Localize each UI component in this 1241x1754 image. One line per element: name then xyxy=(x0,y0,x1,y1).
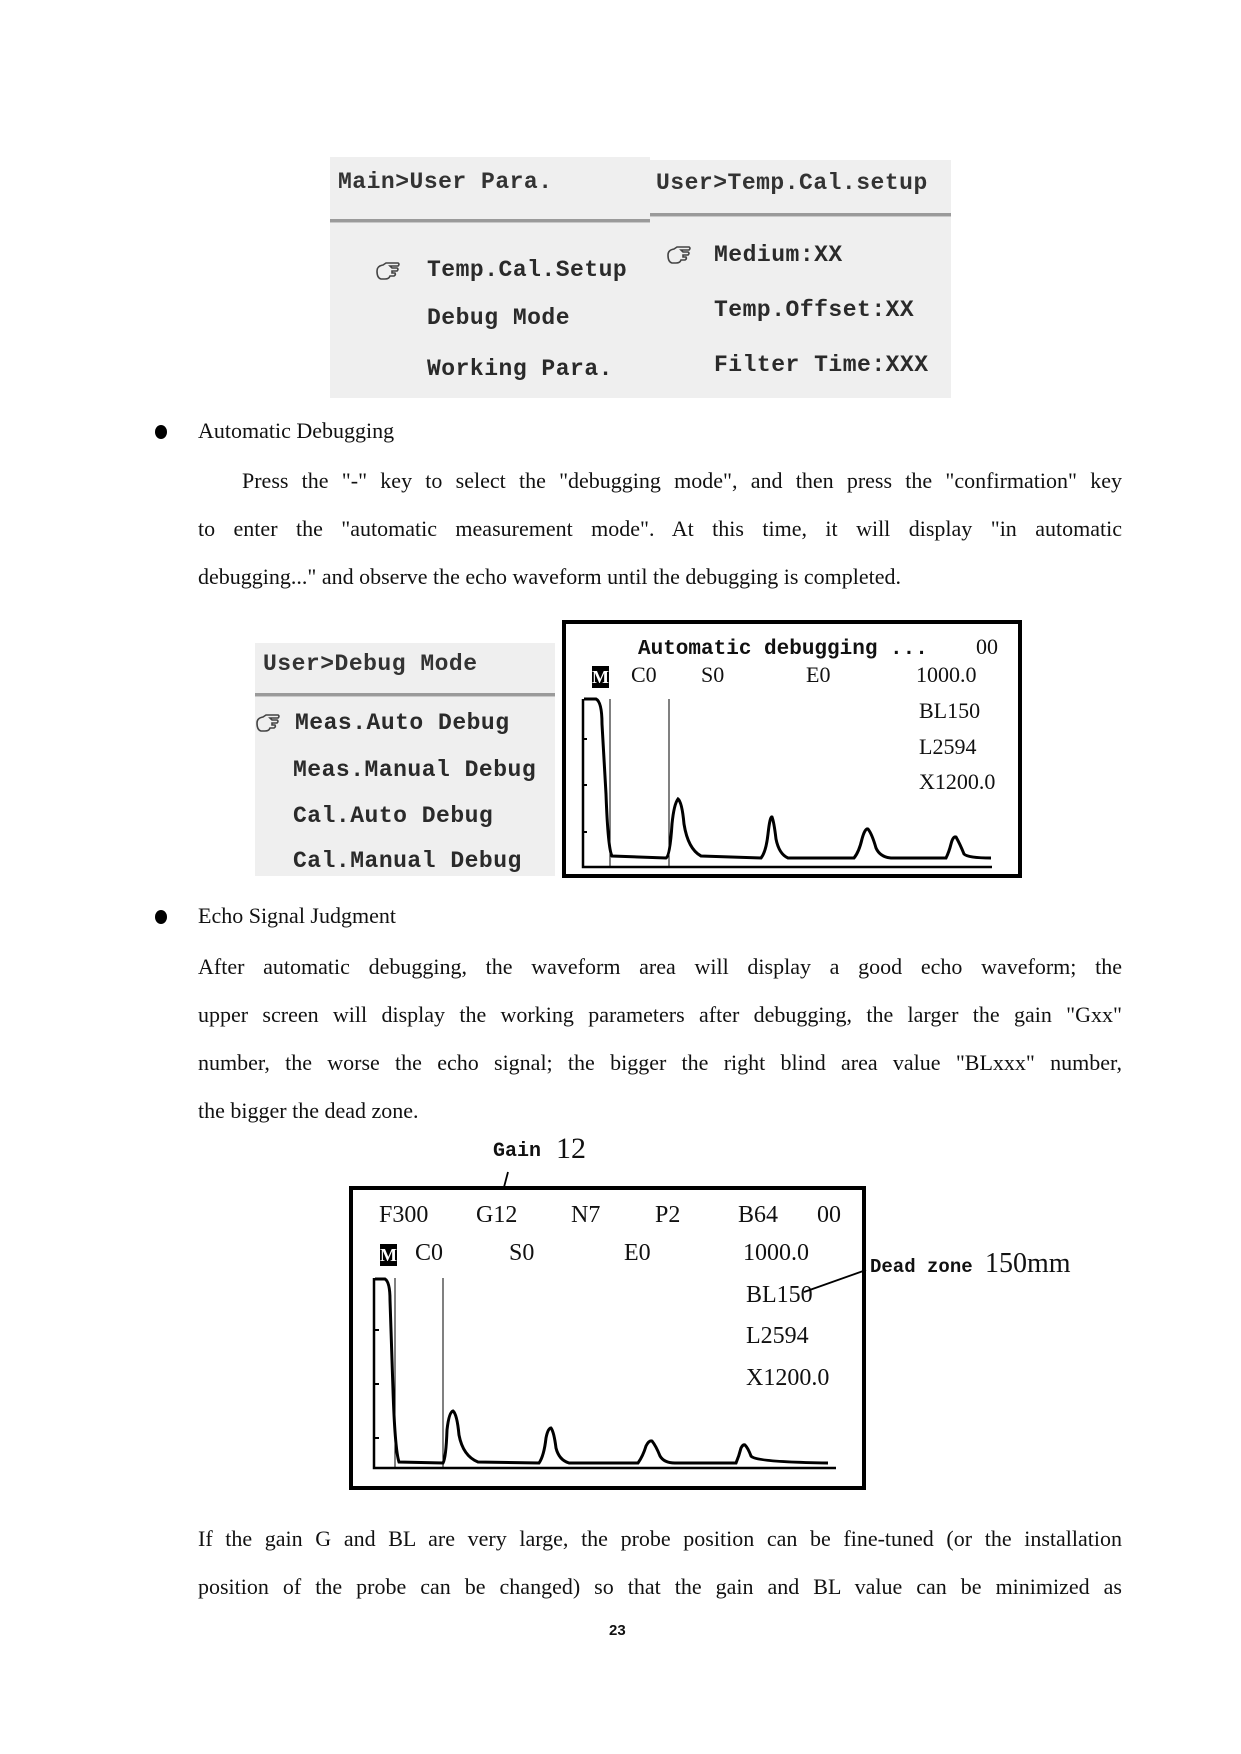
waveform-display-result xyxy=(349,1186,866,1490)
menu-item-medium[interactable]: Medium:XX xyxy=(714,242,843,268)
paragraph-line: the bigger the dead zone. xyxy=(198,1098,419,1123)
blind-area-value: BL150 xyxy=(746,1282,813,1308)
param-frequency: F300 xyxy=(379,1202,429,1228)
gain-annotation-value: 12 xyxy=(556,1132,586,1165)
param-n: N7 xyxy=(571,1202,601,1228)
menu-title: User>Temp.Cal.setup xyxy=(656,170,928,196)
menu-divider xyxy=(255,693,555,697)
marker-e: E0 xyxy=(806,662,831,687)
pointing-hand-icon xyxy=(255,713,281,733)
x-value: X1200.0 xyxy=(746,1365,830,1391)
mode-badge: M xyxy=(592,667,609,687)
menu-divider xyxy=(650,213,951,217)
range-value: 1000.0 xyxy=(916,662,977,687)
section-heading-auto-debug: Automatic Debugging xyxy=(198,418,395,443)
status-text: Automatic debugging ... xyxy=(638,638,928,661)
paragraph-line: to enter the "automatic measurement mode". At this time, it will display "in automatic xyxy=(198,516,1122,541)
mode-badge: M xyxy=(380,1245,397,1265)
menu-item-cal-manual-debug[interactable]: Cal.Manual Debug xyxy=(293,848,522,874)
marker-c: C0 xyxy=(415,1240,444,1266)
marker-s: S0 xyxy=(701,662,725,687)
param-b: B64 xyxy=(738,1202,779,1228)
menu-item-cal-auto-debug[interactable]: Cal.Auto Debug xyxy=(293,803,494,829)
menu-item-filter-time[interactable]: Filter Time:XXX xyxy=(714,352,929,378)
pointing-hand-icon xyxy=(375,261,401,281)
bullet-icon xyxy=(155,910,167,924)
param-code: 00 xyxy=(817,1202,841,1228)
paragraph-line: upper screen will display the working parameters after debugging, the larger the gain "Gxx" xyxy=(198,1002,1122,1027)
bullet-icon xyxy=(155,425,167,439)
closing-paragraph xyxy=(198,1515,1122,1611)
auto-debug-paragraph xyxy=(198,457,1122,601)
menu-divider xyxy=(330,219,650,223)
menu-item-debug-mode[interactable]: Debug Mode xyxy=(427,305,571,331)
x-value: X1200.0 xyxy=(919,769,996,794)
menu-title: Main>User Para. xyxy=(338,169,553,195)
menu-temp-cal-setup xyxy=(650,160,951,398)
param-p: P2 xyxy=(655,1202,681,1228)
dead-zone-annotation-label: Dead zone xyxy=(870,1256,973,1278)
paragraph-line: Press the "-" key to select the "debugging mode", and then press the "confirmation" key xyxy=(242,468,1122,493)
menu-title: User>Debug Mode xyxy=(263,651,478,677)
paragraph-line: number, the worse the echo signal; the bigger the right blind area value "BLxxx" number, xyxy=(198,1050,1122,1075)
paragraph-line: If the gain G and BL are very large, the probe position can be fine-tuned (or the installation xyxy=(198,1526,1122,1551)
section-heading-echo-judgment: Echo Signal Judgment xyxy=(198,903,396,928)
paragraph-line: After automatic debugging, the waveform area will display a good echo waveform; the xyxy=(198,954,1122,979)
marker-s: S0 xyxy=(509,1240,535,1266)
dead-zone-annotation-value: 150mm xyxy=(985,1248,1071,1279)
menu-debug-mode xyxy=(255,643,555,876)
dead-zone-leader-line xyxy=(800,1260,870,1300)
waveform-display-auto-debug xyxy=(562,620,1022,878)
menu-item-working-para[interactable]: Working Para. xyxy=(427,356,613,382)
marker-e: E0 xyxy=(624,1240,651,1266)
range-value: 1000.0 xyxy=(743,1240,809,1266)
marker-c: C0 xyxy=(631,662,657,687)
echo-waveform xyxy=(353,1190,862,1486)
paragraph-line: position of the probe can be changed) so that the gain and BL value can be minimized as xyxy=(198,1574,1122,1599)
menu-user-para xyxy=(330,157,650,398)
page-number: 23 xyxy=(609,1622,626,1639)
level-value: L2594 xyxy=(919,734,977,759)
blind-area-value: BL150 xyxy=(919,698,981,723)
status-code: 00 xyxy=(976,634,998,659)
level-value: L2594 xyxy=(746,1323,809,1349)
param-gain: G12 xyxy=(476,1202,518,1228)
pointing-hand-icon xyxy=(666,245,692,265)
echo-waveform xyxy=(566,624,1018,874)
echo-judgment-paragraph xyxy=(198,943,1122,1135)
menu-item-meas-auto-debug[interactable]: Meas.Auto Debug xyxy=(295,710,510,736)
menu-item-meas-manual-debug[interactable]: Meas.Manual Debug xyxy=(293,757,537,783)
gain-annotation-label: Gain xyxy=(493,1140,542,1163)
paragraph-line: debugging..." and observe the echo waveform until the debugging is completed. xyxy=(198,564,902,589)
menu-item-temp-offset[interactable]: Temp.Offset:XX xyxy=(714,297,915,323)
menu-item-temp-cal-setup[interactable]: Temp.Cal.Setup xyxy=(427,257,628,283)
